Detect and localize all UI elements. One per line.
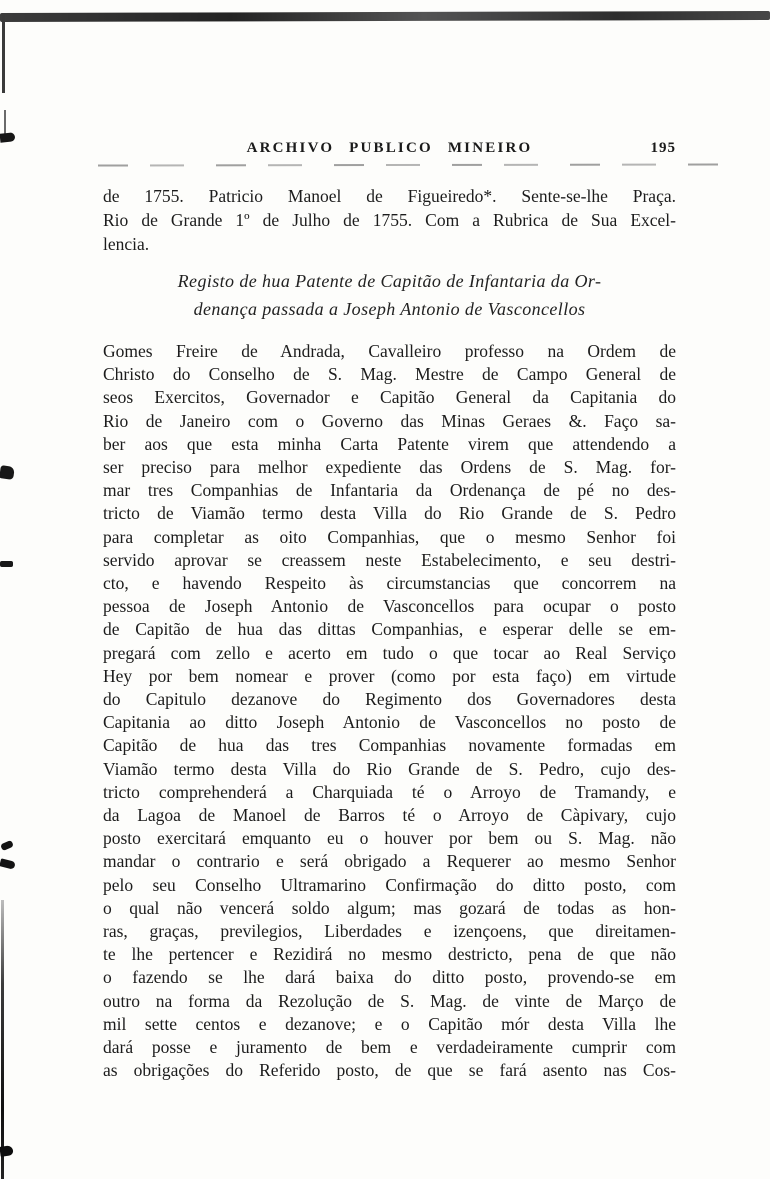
- binding-mark-arrow: [0, 132, 15, 143]
- text-line: tricto comprehenderá a Charquiada té o Arroyo de Tramandy, e: [103, 781, 676, 802]
- text-line: Rio de Grande 1º de Julho de 1755. Com a Rubrica de Sua Excel-: [103, 210, 676, 230]
- text-line: pelo seu Conselho Ultramarino Confirmação do ditto posto, com: [103, 874, 676, 895]
- text-line: o qual não vencerá soldo algum; mas gozará de todas as hon-: [103, 897, 676, 918]
- text-line: dará posse e juramento de bem e verdadeiramente cumprir com: [103, 1037, 676, 1058]
- text-line: o fazendo se lhe dará baixa do ditto posto, provendo-se em: [103, 967, 676, 988]
- text-line: ser preciso para melhor expediente das Ordens de S. Mag. for-: [103, 457, 676, 478]
- body-paragraph: [103, 340, 676, 1083]
- header-rule: [98, 163, 718, 166]
- scan-left-edge-bottom: [1, 900, 4, 1179]
- text-line: Gomes Freire de Andrada, Cavalleiro professo na Ordem de: [103, 341, 676, 361]
- binding-mark-hook-bottom: [0, 858, 16, 869]
- text-line: outro na forma da Rezolução de S. Mag. de vinte de Março de: [103, 990, 676, 1011]
- text-line: Capitania ao ditto Joseph Antonio de Vasconcellos no posto de: [103, 712, 676, 733]
- text-line: posto exercitará emquanto eu o houver por bem ou S. Mag. não: [103, 828, 676, 849]
- scan-left-edge-top: [2, 15, 5, 93]
- binding-mark-foot: [0, 1145, 14, 1157]
- scan-top-edge: [0, 11, 770, 22]
- text-line: Rio de Janeiro com o Governo das Minas Geraes &. Faço sa-: [103, 410, 676, 431]
- text-line: tricto de Viamão termo desta Villa do Rio Grande de S. Pedro: [103, 503, 676, 524]
- heading-line: Registo de hua Patente de Capitão de Infantaria da Or-: [177, 271, 602, 291]
- text-line: do Capitulo dezanove do Regimento dos Governadores desta: [103, 689, 676, 710]
- binding-mark-blob: [0, 465, 15, 480]
- text-line: cto, e havendo Respeito às circumstancias que concorrem na: [103, 573, 676, 594]
- binding-mark-dash: [0, 561, 13, 567]
- text-line: ber aos que esta minha Carta Patente virem que attendendo a: [103, 433, 676, 454]
- text-line: Capitão de hua das tres Companhias novamente formadas em: [103, 735, 676, 756]
- text-line: pessoa de Joseph Antonio de Vasconcellos para ocupar o posto: [103, 596, 676, 617]
- text-line: Hey por bem nomear e prover (como por esta faço) em virtude: [103, 665, 676, 686]
- intro-paragraph: [103, 184, 676, 256]
- heading-line: denança passada a Joseph Antonio de Vasconcellos: [193, 299, 586, 319]
- header-title: ARCHIVO PUBLICO MINEIRO: [246, 140, 533, 156]
- text-line: pregará com zello e acerto em tudo o que tocar ao Real Serviço: [103, 642, 676, 663]
- text-line: mil sette centos e dezanove; e o Capitão mór desta Villa lhe: [103, 1013, 676, 1034]
- binding-mark-hook-top: [0, 840, 14, 851]
- text-line: lencia.: [103, 234, 150, 254]
- text-line: ras, graças, previlegios, Liberdades e izençoens, que direitamen-: [103, 921, 676, 942]
- text-line: para completar as oito Companhias, que o mesmo Senhor foi: [103, 526, 676, 547]
- text-line: Viamão termo desta Villa do Rio Grande de S. Pedro, cujo des-: [103, 758, 676, 779]
- section-heading: [103, 267, 676, 323]
- text-line: de 1755. Patricio Manoel de Figueiredo*. Sente-se-lhe Praça.: [103, 186, 676, 206]
- text-line: seos Exercitos, Governador e Capitão General da Capitania do: [103, 387, 676, 408]
- text-line: de Capitão de hua das dittas Companhias, e esperar delle se em-: [103, 619, 676, 640]
- text-line: mar tres Companhias de Infantaria da Ordenança de pé no des-: [103, 480, 676, 501]
- text-line: servido aprovar se creassem neste Estabelecimento, e seu destri-: [103, 549, 676, 570]
- page-content: [103, 184, 676, 1083]
- running-header: [103, 140, 676, 160]
- text-line: te lhe pertencer e Rezidirá no mesmo destricto, pena de que não: [103, 944, 676, 965]
- text-line: Christo do Conselho de S. Mag. Mestre de Campo General de: [103, 364, 676, 385]
- text-line: mandar o contrario e será obrigado a Requerer ao mesmo Senhor: [103, 851, 676, 872]
- text-line: da Lagoa de Manoel de Barros té o Arroyo de Càpivary, cujo: [103, 805, 676, 826]
- page-number: 195: [650, 140, 676, 156]
- text-line: as obrigações do Referido posto, de que se fará asento nas Cos-: [103, 1060, 676, 1081]
